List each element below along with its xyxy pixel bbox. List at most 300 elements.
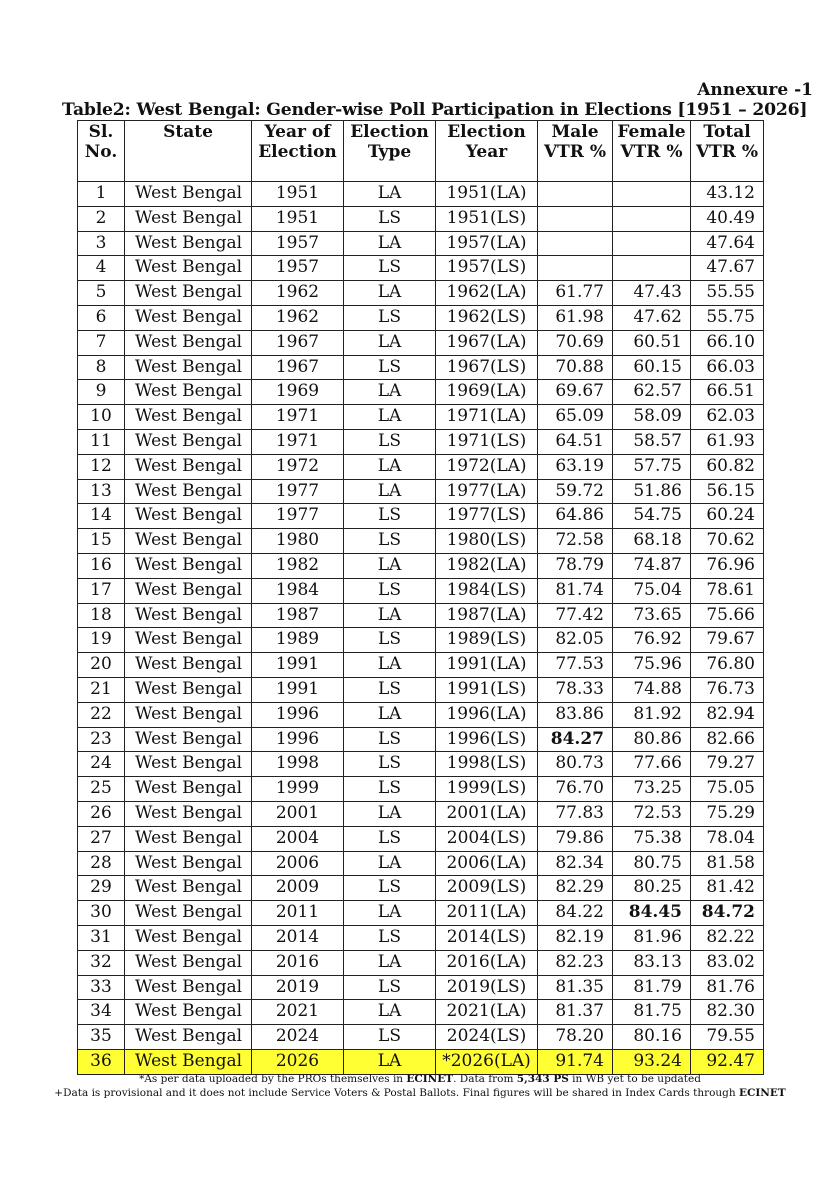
cell-total-vtr: 43.12 — [691, 182, 764, 207]
cell-election-year: 2014(LS) — [436, 925, 538, 950]
table-row — [78, 653, 764, 678]
cell-state: West Bengal — [125, 355, 252, 380]
table-row — [78, 603, 764, 628]
col-header-female-vtr: Female VTR % — [613, 121, 691, 182]
cell-sl-no: 1 — [78, 182, 125, 207]
cell-election-type: LA — [344, 231, 436, 256]
cell-election-year: 1967(LA) — [436, 330, 538, 355]
cell-election-year: 1984(LS) — [436, 578, 538, 603]
cell-election-year: 1962(LS) — [436, 305, 538, 330]
cell-state: West Bengal — [125, 256, 252, 281]
cell-year-of-election: 1951 — [252, 182, 344, 207]
cell-female-vtr: 58.57 — [613, 429, 691, 454]
table-row — [78, 305, 764, 330]
cell-election-type: LS — [344, 305, 436, 330]
cell-sl-no: 27 — [78, 826, 125, 851]
cell-sl-no: 12 — [78, 454, 125, 479]
cell-year-of-election: 1991 — [252, 677, 344, 702]
footnote-1-text-c: in WB yet to be updated — [568, 1073, 701, 1085]
cell-total-vtr: 56.15 — [691, 479, 764, 504]
cell-year-of-election: 1996 — [252, 727, 344, 752]
cell-state: West Bengal — [125, 182, 252, 207]
cell-election-year: 2004(LS) — [436, 826, 538, 851]
cell-sl-no: 10 — [78, 405, 125, 430]
cell-total-vtr: 40.49 — [691, 206, 764, 231]
cell-election-year: 1982(LA) — [436, 553, 538, 578]
cell-state: West Bengal — [125, 801, 252, 826]
cell-male-vtr: 70.69 — [538, 330, 613, 355]
table-row — [78, 975, 764, 1000]
cell-election-type: LS — [344, 777, 436, 802]
cell-male-vtr: 61.98 — [538, 305, 613, 330]
cell-year-of-election: 1957 — [252, 231, 344, 256]
cell-male-vtr: 84.22 — [538, 901, 613, 926]
cell-male-vtr: 78.20 — [538, 1025, 613, 1050]
cell-election-year: 1977(LA) — [436, 479, 538, 504]
cell-state: West Bengal — [125, 628, 252, 653]
cell-election-year: 2001(LA) — [436, 801, 538, 826]
cell-election-type: LS — [344, 529, 436, 554]
table-row — [78, 504, 764, 529]
table-row — [78, 628, 764, 653]
cell-male-vtr — [538, 182, 613, 207]
cell-election-type: LS — [344, 876, 436, 901]
cell-sl-no: 13 — [78, 479, 125, 504]
cell-election-type: LA — [344, 901, 436, 926]
cell-sl-no: 15 — [78, 529, 125, 554]
cell-election-year: 1971(LA) — [436, 405, 538, 430]
cell-state: West Bengal — [125, 553, 252, 578]
cell-state: West Bengal — [125, 975, 252, 1000]
cell-total-vtr: 55.75 — [691, 305, 764, 330]
cell-year-of-election: 1962 — [252, 305, 344, 330]
cell-year-of-election: 2021 — [252, 1000, 344, 1025]
cell-female-vtr — [613, 206, 691, 231]
cell-year-of-election: 2026 — [252, 1049, 344, 1074]
table-row — [78, 752, 764, 777]
cell-female-vtr: 54.75 — [613, 504, 691, 529]
cell-sl-no: 14 — [78, 504, 125, 529]
cell-year-of-election: 1972 — [252, 454, 344, 479]
cell-male-vtr: 82.05 — [538, 628, 613, 653]
cell-year-of-election: 2014 — [252, 925, 344, 950]
table-row — [78, 950, 764, 975]
footnote-1-text-b: . Data from — [453, 1073, 517, 1085]
cell-year-of-election: 1989 — [252, 628, 344, 653]
table-row — [78, 876, 764, 901]
cell-sl-no: 36 — [78, 1049, 125, 1074]
cell-total-vtr: 79.27 — [691, 752, 764, 777]
cell-state: West Bengal — [125, 677, 252, 702]
cell-sl-no: 23 — [78, 727, 125, 752]
cell-election-year: 2021(LA) — [436, 1000, 538, 1025]
cell-sl-no: 17 — [78, 578, 125, 603]
footnote-2-ecinet: ECINET — [739, 1087, 786, 1099]
table-row — [78, 727, 764, 752]
cell-male-vtr: 81.35 — [538, 975, 613, 1000]
table-row — [78, 1025, 764, 1050]
cell-sl-no: 16 — [78, 553, 125, 578]
cell-year-of-election: 1998 — [252, 752, 344, 777]
cell-year-of-election: 1971 — [252, 429, 344, 454]
cell-male-vtr: 82.29 — [538, 876, 613, 901]
footnote-1 — [0, 1073, 840, 1085]
table-row — [78, 206, 764, 231]
cell-election-type: LA — [344, 553, 436, 578]
cell-year-of-election: 1980 — [252, 529, 344, 554]
cell-year-of-election: 2001 — [252, 801, 344, 826]
cell-year-of-election: 2019 — [252, 975, 344, 1000]
cell-female-vtr: 80.16 — [613, 1025, 691, 1050]
table-row — [78, 182, 764, 207]
annexure-label: Annexure -1 — [697, 80, 813, 100]
cell-total-vtr: 81.76 — [691, 975, 764, 1000]
cell-female-vtr: 93.24 — [613, 1049, 691, 1074]
cell-election-year: 2009(LS) — [436, 876, 538, 901]
cell-election-year: 1991(LS) — [436, 677, 538, 702]
cell-total-vtr: 47.67 — [691, 256, 764, 281]
cell-female-vtr: 81.79 — [613, 975, 691, 1000]
cell-total-vtr: 78.04 — [691, 826, 764, 851]
cell-election-year: 1957(LS) — [436, 256, 538, 281]
cell-state: West Bengal — [125, 405, 252, 430]
cell-year-of-election: 1967 — [252, 355, 344, 380]
cell-male-vtr: 64.86 — [538, 504, 613, 529]
table-row — [78, 553, 764, 578]
cell-male-vtr: 63.19 — [538, 454, 613, 479]
table-row — [78, 281, 764, 306]
col-header-total-vtr: Total VTR % — [691, 121, 764, 182]
cell-female-vtr: 73.65 — [613, 603, 691, 628]
cell-election-year: 1951(LS) — [436, 206, 538, 231]
cell-election-type: LS — [344, 628, 436, 653]
cell-female-vtr: 81.92 — [613, 702, 691, 727]
cell-total-vtr: 75.05 — [691, 777, 764, 802]
cell-election-type: LS — [344, 578, 436, 603]
table-row — [78, 330, 764, 355]
cell-state: West Bengal — [125, 206, 252, 231]
cell-year-of-election: 2024 — [252, 1025, 344, 1050]
cell-election-type: LA — [344, 851, 436, 876]
cell-election-year: 1989(LS) — [436, 628, 538, 653]
footnote-1-ps-count: 5,343 PS — [516, 1073, 569, 1085]
cell-sl-no: 25 — [78, 777, 125, 802]
cell-state: West Bengal — [125, 504, 252, 529]
table-row — [78, 826, 764, 851]
cell-female-vtr: 83.13 — [613, 950, 691, 975]
cell-total-vtr: 82.22 — [691, 925, 764, 950]
cell-election-type: LS — [344, 256, 436, 281]
cell-female-vtr: 57.75 — [613, 454, 691, 479]
cell-year-of-election: 1977 — [252, 504, 344, 529]
cell-male-vtr: 80.73 — [538, 752, 613, 777]
cell-election-type: LA — [344, 330, 436, 355]
cell-total-vtr: 60.24 — [691, 504, 764, 529]
cell-election-type: LS — [344, 727, 436, 752]
cell-male-vtr: 81.74 — [538, 578, 613, 603]
cell-election-type: LS — [344, 504, 436, 529]
cell-state: West Bengal — [125, 876, 252, 901]
cell-election-year: 2016(LA) — [436, 950, 538, 975]
cell-female-vtr: 80.75 — [613, 851, 691, 876]
cell-male-vtr — [538, 256, 613, 281]
cell-total-vtr: 76.73 — [691, 677, 764, 702]
cell-state: West Bengal — [125, 1000, 252, 1025]
cell-election-type: LS — [344, 925, 436, 950]
cell-state: West Bengal — [125, 851, 252, 876]
cell-female-vtr: 75.38 — [613, 826, 691, 851]
table-row — [78, 702, 764, 727]
cell-state: West Bengal — [125, 429, 252, 454]
cell-year-of-election: 1977 — [252, 479, 344, 504]
cell-state: West Bengal — [125, 752, 252, 777]
footnote-1-text-a: *As per data uploaded by the PROs themselves in — [139, 1073, 407, 1085]
cell-female-vtr: 80.25 — [613, 876, 691, 901]
cell-sl-no: 22 — [78, 702, 125, 727]
cell-male-vtr: 59.72 — [538, 479, 613, 504]
cell-year-of-election: 1962 — [252, 281, 344, 306]
cell-sl-no: 20 — [78, 653, 125, 678]
table-row — [78, 405, 764, 430]
table-row — [78, 851, 764, 876]
cell-year-of-election: 1982 — [252, 553, 344, 578]
header-row — [78, 121, 764, 182]
cell-total-vtr: 55.55 — [691, 281, 764, 306]
cell-male-vtr: 70.88 — [538, 355, 613, 380]
cell-state: West Bengal — [125, 777, 252, 802]
cell-female-vtr: 68.18 — [613, 529, 691, 554]
cell-election-year: 2006(LA) — [436, 851, 538, 876]
cell-female-vtr: 84.45 — [613, 901, 691, 926]
cell-sl-no: 5 — [78, 281, 125, 306]
cell-sl-no: 8 — [78, 355, 125, 380]
cell-female-vtr: 73.25 — [613, 777, 691, 802]
cell-election-type: LA — [344, 603, 436, 628]
cell-state: West Bengal — [125, 1049, 252, 1074]
cell-female-vtr: 76.92 — [613, 628, 691, 653]
cell-male-vtr: 77.53 — [538, 653, 613, 678]
cell-total-vtr: 81.58 — [691, 851, 764, 876]
cell-total-vtr: 62.03 — [691, 405, 764, 430]
cell-male-vtr: 64.51 — [538, 429, 613, 454]
cell-election-type: LS — [344, 206, 436, 231]
cell-male-vtr: 79.86 — [538, 826, 613, 851]
col-header-sl-no: Sl. No. — [78, 121, 125, 182]
cell-male-vtr: 82.19 — [538, 925, 613, 950]
cell-total-vtr: 47.64 — [691, 231, 764, 256]
cell-total-vtr: 66.51 — [691, 380, 764, 405]
cell-election-type: LS — [344, 826, 436, 851]
cell-election-year: 1972(LA) — [436, 454, 538, 479]
cell-year-of-election: 1951 — [252, 206, 344, 231]
table-row — [78, 380, 764, 405]
cell-election-type: LS — [344, 355, 436, 380]
cell-election-type: LS — [344, 429, 436, 454]
cell-sl-no: 21 — [78, 677, 125, 702]
cell-state: West Bengal — [125, 454, 252, 479]
cell-election-type: LA — [344, 380, 436, 405]
table-row — [78, 925, 764, 950]
cell-male-vtr: 77.42 — [538, 603, 613, 628]
cell-year-of-election: 2011 — [252, 901, 344, 926]
cell-female-vtr: 81.75 — [613, 1000, 691, 1025]
cell-sl-no: 18 — [78, 603, 125, 628]
table-row — [78, 454, 764, 479]
cell-sl-no: 34 — [78, 1000, 125, 1025]
cell-election-year: 1951(LA) — [436, 182, 538, 207]
cell-total-vtr: 79.67 — [691, 628, 764, 653]
cell-sl-no: 2 — [78, 206, 125, 231]
cell-total-vtr: 66.03 — [691, 355, 764, 380]
cell-sl-no: 3 — [78, 231, 125, 256]
cell-sl-no: 26 — [78, 801, 125, 826]
cell-state: West Bengal — [125, 950, 252, 975]
cell-total-vtr: 66.10 — [691, 330, 764, 355]
table-row — [78, 529, 764, 554]
footnote-2-text: +Data is provisional and it does not include Service Voters & Postal Ballots. Final figures will be shared in Index Cards through — [54, 1087, 740, 1099]
cell-state: West Bengal — [125, 826, 252, 851]
col-header-election-year: Election Year — [436, 121, 538, 182]
cell-sl-no: 9 — [78, 380, 125, 405]
cell-sl-no: 11 — [78, 429, 125, 454]
cell-male-vtr — [538, 206, 613, 231]
cell-total-vtr: 82.94 — [691, 702, 764, 727]
cell-year-of-election: 1987 — [252, 603, 344, 628]
cell-female-vtr — [613, 231, 691, 256]
cell-state: West Bengal — [125, 1025, 252, 1050]
cell-election-type: LA — [344, 1000, 436, 1025]
cell-election-year: 1977(LS) — [436, 504, 538, 529]
cell-sl-no: 4 — [78, 256, 125, 281]
cell-male-vtr: 77.83 — [538, 801, 613, 826]
cell-election-year: *2026(LA) — [436, 1049, 538, 1074]
cell-state: West Bengal — [125, 305, 252, 330]
cell-election-year: 2024(LS) — [436, 1025, 538, 1050]
cell-election-type: LA — [344, 702, 436, 727]
cell-state: West Bengal — [125, 925, 252, 950]
cell-sl-no: 31 — [78, 925, 125, 950]
cell-election-type: LA — [344, 801, 436, 826]
cell-election-year: 1999(LS) — [436, 777, 538, 802]
col-header-male-vtr: Male VTR % — [538, 121, 613, 182]
cell-year-of-election: 1984 — [252, 578, 344, 603]
cell-election-type: LA — [344, 479, 436, 504]
col-header-election-type: Election Type — [344, 121, 436, 182]
cell-state: West Bengal — [125, 702, 252, 727]
cell-election-type: LA — [344, 405, 436, 430]
cell-state: West Bengal — [125, 281, 252, 306]
cell-election-type: LA — [344, 281, 436, 306]
cell-sl-no: 7 — [78, 330, 125, 355]
cell-male-vtr: 78.33 — [538, 677, 613, 702]
cell-election-year: 1980(LS) — [436, 529, 538, 554]
table-row — [78, 355, 764, 380]
cell-election-type: LS — [344, 752, 436, 777]
cell-male-vtr: 65.09 — [538, 405, 613, 430]
cell-sl-no: 6 — [78, 305, 125, 330]
cell-election-year: 1987(LA) — [436, 603, 538, 628]
cell-total-vtr: 70.62 — [691, 529, 764, 554]
cell-year-of-election: 2006 — [252, 851, 344, 876]
cell-male-vtr: 76.70 — [538, 777, 613, 802]
cell-year-of-election: 2016 — [252, 950, 344, 975]
cell-election-year: 1969(LA) — [436, 380, 538, 405]
cell-female-vtr: 77.66 — [613, 752, 691, 777]
cell-sl-no: 33 — [78, 975, 125, 1000]
cell-male-vtr: 91.74 — [538, 1049, 613, 1074]
cell-total-vtr: 76.80 — [691, 653, 764, 678]
cell-total-vtr: 79.55 — [691, 1025, 764, 1050]
cell-male-vtr — [538, 231, 613, 256]
cell-election-year: 2011(LA) — [436, 901, 538, 926]
table-row — [78, 777, 764, 802]
cell-state: West Bengal — [125, 529, 252, 554]
cell-state: West Bengal — [125, 727, 252, 752]
cell-female-vtr: 62.57 — [613, 380, 691, 405]
cell-female-vtr: 75.96 — [613, 653, 691, 678]
cell-year-of-election: 1971 — [252, 405, 344, 430]
cell-female-vtr: 80.86 — [613, 727, 691, 752]
cell-male-vtr: 61.77 — [538, 281, 613, 306]
vtr-table — [77, 120, 764, 1075]
cell-female-vtr: 58.09 — [613, 405, 691, 430]
cell-total-vtr: 82.66 — [691, 727, 764, 752]
cell-female-vtr: 60.51 — [613, 330, 691, 355]
cell-state: West Bengal — [125, 578, 252, 603]
cell-state: West Bengal — [125, 603, 252, 628]
cell-female-vtr: 74.87 — [613, 553, 691, 578]
col-header-year-of-election: Year of Election — [252, 121, 344, 182]
cell-election-type: LS — [344, 1025, 436, 1050]
cell-total-vtr: 81.42 — [691, 876, 764, 901]
cell-sl-no: 35 — [78, 1025, 125, 1050]
table-body — [78, 182, 764, 1075]
cell-total-vtr: 84.72 — [691, 901, 764, 926]
cell-total-vtr: 75.29 — [691, 801, 764, 826]
cell-state: West Bengal — [125, 653, 252, 678]
cell-election-year: 2019(LS) — [436, 975, 538, 1000]
cell-election-type: LA — [344, 454, 436, 479]
cell-election-year: 1957(LA) — [436, 231, 538, 256]
cell-male-vtr: 69.67 — [538, 380, 613, 405]
cell-election-year: 1962(LA) — [436, 281, 538, 306]
cell-total-vtr: 83.02 — [691, 950, 764, 975]
cell-state: West Bengal — [125, 231, 252, 256]
cell-male-vtr: 78.79 — [538, 553, 613, 578]
table-row — [78, 1000, 764, 1025]
cell-election-year: 1996(LA) — [436, 702, 538, 727]
cell-election-year: 1991(LA) — [436, 653, 538, 678]
cell-total-vtr: 78.61 — [691, 578, 764, 603]
footnote-2 — [0, 1087, 840, 1099]
cell-election-type: LA — [344, 653, 436, 678]
cell-election-type: LA — [344, 950, 436, 975]
table-row — [78, 429, 764, 454]
cell-female-vtr — [613, 182, 691, 207]
cell-male-vtr: 82.23 — [538, 950, 613, 975]
cell-year-of-election: 2004 — [252, 826, 344, 851]
cell-sl-no: 28 — [78, 851, 125, 876]
cell-state: West Bengal — [125, 330, 252, 355]
cell-state: West Bengal — [125, 901, 252, 926]
cell-sl-no: 32 — [78, 950, 125, 975]
cell-sl-no: 24 — [78, 752, 125, 777]
cell-election-type: LA — [344, 182, 436, 207]
cell-sl-no: 29 — [78, 876, 125, 901]
cell-election-year: 1971(LS) — [436, 429, 538, 454]
cell-election-type: LS — [344, 677, 436, 702]
cell-election-year: 1967(LS) — [436, 355, 538, 380]
